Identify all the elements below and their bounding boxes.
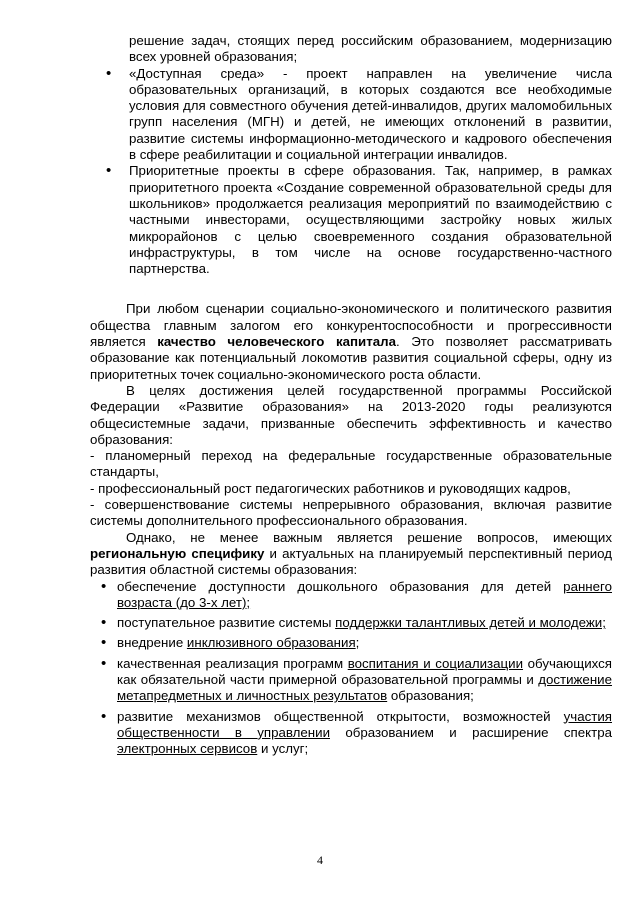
text-span: и актуальных на планируемый перспективный период развития областной системы образования: bbox=[90, 545, 613, 578]
underlined-phrase: поддержки талантливых детей и молодежи; bbox=[335, 615, 606, 631]
text-span: внедрение bbox=[117, 635, 187, 651]
dash-item: - совершенствование системы непрерывного образования, включая развитие системы дополнительного профессионального образования. bbox=[90, 497, 612, 529]
list-item: • Приоритетные проекты в сфере образования. Так, например, в рамках приоритетного проекта «Создание современной образовательной среды для школьников» продолжается реализация мероприятий по взаимодействию с частными инвесторами, осуществляющими застройку новых жилых микрорайонов с целью своевременного создания образовательной инфраструктуры, в том числе на основе государственно-частного партнерства. bbox=[90, 163, 612, 277]
page-number: 4 bbox=[317, 853, 323, 867]
project-list bbox=[90, 66, 612, 278]
list-item bbox=[90, 656, 612, 705]
text-span: обеспечение доступности дошкольного образования для детей bbox=[117, 578, 564, 594]
page-content bbox=[90, 33, 612, 761]
underlined-phrase: воспитания и социализации bbox=[347, 655, 524, 671]
bold-phrase: региональную специфику bbox=[90, 545, 265, 561]
text-span: обучающихся как обязательной части примерной образовательной программы и bbox=[117, 655, 612, 687]
dash-item: - профессиональный рост педагогических работников и руководящих кадров, bbox=[90, 480, 571, 496]
underlined-phrase: раннего возраста (до 3-х лет); bbox=[117, 578, 612, 610]
list-item bbox=[90, 579, 612, 612]
paragraph-spacer bbox=[90, 277, 612, 301]
text-span: образования; bbox=[387, 688, 474, 704]
paragraph-regional bbox=[90, 530, 612, 579]
continuation-text: решение задач, стоящих перед российским образованием, модернизацию всех уровней образования; bbox=[129, 33, 612, 65]
bold-phrase: качество человеческого капитала bbox=[157, 334, 396, 350]
dash-item: - планомерный переход на федеральные государственные образовательные стандарты, bbox=[90, 448, 612, 480]
text-span: . Это позволяет рассматривать образование как потенциальный локомотив развития социальной сферы, одну из приоритетных точек социально-экономического роста области. bbox=[90, 334, 613, 382]
list-item bbox=[90, 615, 612, 631]
underlined-phrase: инклюзивного образования bbox=[186, 635, 356, 651]
list-item bbox=[90, 635, 612, 651]
underlined-phrase: электронных сервисов bbox=[117, 741, 258, 757]
text-span: образованием и расширение спектра bbox=[330, 724, 612, 740]
list-item bbox=[90, 709, 612, 758]
paragraph-state-program: В целях достижения целей государственной программы Российской Федерации «Развитие образования» на 2013-2020 годы реализуются общесистемные задачи, призванные обеспечить эффективность и качество образования: bbox=[90, 382, 612, 447]
text-span: и услуг; bbox=[257, 741, 309, 757]
text-span: развитие механизмов общественной открытости, возможностей bbox=[117, 708, 564, 724]
text-span: ; bbox=[355, 635, 360, 651]
text-span: При любом сценарии социально-экономического и политического развития общества главным залогом его конкурентоспособности и прогрессивности является bbox=[90, 301, 612, 350]
text-span: качественная реализация программ bbox=[117, 655, 348, 671]
paragraph-human-capital bbox=[90, 301, 612, 382]
regional-tasks-list bbox=[90, 579, 612, 758]
underlined-phrase: достижение метапредметных и личностных результатов bbox=[117, 671, 612, 704]
text-span: Однако, не менее важным является решение вопросов, имеющих bbox=[126, 529, 612, 545]
text-span: поступательное развитие системы bbox=[117, 615, 336, 631]
underlined-phrase: участия общественности в управлении bbox=[117, 708, 612, 740]
list-item: • «Доступная среда» - проект направлен на увеличение числа образовательных организаций, в которых создаются все необходимые условия для совместного обучения детей-инвалидов, других маломобильных групп населения (МГН) и детей, не имеющих отклонений в развитии, развитие системы информационно-методического и кадрового обеспечения в сфере реабилитации и социальной интеграции инвалидов. bbox=[90, 66, 612, 164]
